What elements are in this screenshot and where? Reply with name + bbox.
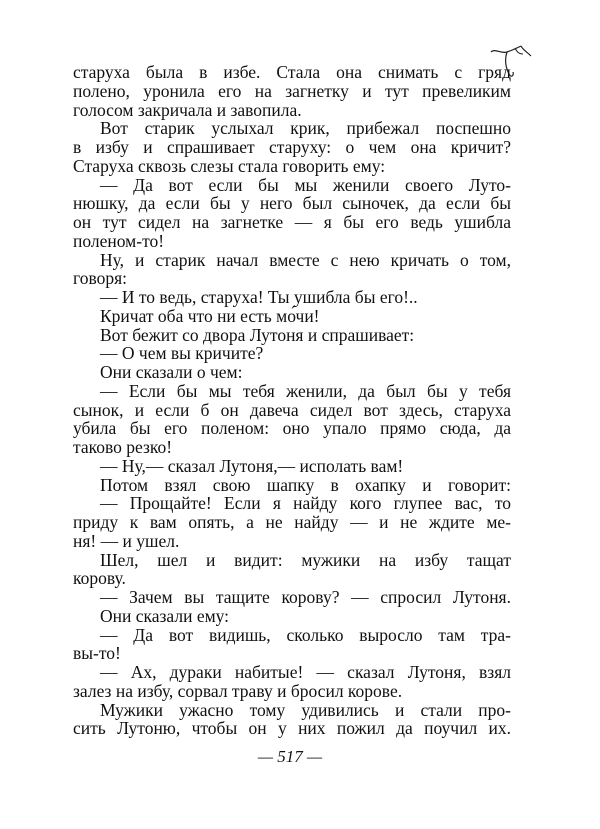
text-line: Потом взял свою шапку в охапку и говорит: <box>100 474 511 495</box>
text-line: Ну, и старик начал вместе с нею кричать о том, <box>100 249 511 270</box>
text-line: приду к вам опять, а не найду — и не ждите ме- <box>73 512 511 532</box>
text-line: — О чем вы кричите? <box>100 343 264 364</box>
page-text <box>73 63 511 738</box>
text-line: Они сказали о чем: <box>100 362 243 382</box>
text-line: — Ну,— сказал Лутоня,— исполать вам! <box>100 455 404 476</box>
text-line: говоря: <box>73 268 128 289</box>
text-line: в избу и спрашивает старуху: о чем она кричит? <box>73 137 511 157</box>
text-line: Вот бежит со двора Лутоня и спрашивает: <box>100 324 415 345</box>
text-line: — Да вот если бы мы женили своего Луто- <box>100 174 511 195</box>
text-line: корову. <box>73 568 126 589</box>
text-line: вы-то! <box>73 643 121 664</box>
text-line: полено, уронила его на загнетку и тут превеликим <box>73 80 511 101</box>
text-line: ня! — и ушел. <box>73 530 180 551</box>
text-line: старуха была в избе. Стала она снимать с гряд <box>73 62 511 82</box>
text-line: поленом-то! <box>73 230 165 251</box>
text-line: Шел, шел и видит: мужики на избу тащат <box>100 549 511 570</box>
text-line: — Ах, дураки набитые! — сказал Лутоня, взял <box>100 662 511 682</box>
text-line: сынок, и если б он давеча сидел вот здесь, старуха <box>73 399 511 420</box>
text-line: Они сказали ему: <box>100 605 230 626</box>
text-line: нюшку, да если бы у него был сыночек, да если бы <box>73 193 511 214</box>
text-line: — Прощайте! Если я найду кого глупее вас, то <box>100 493 511 514</box>
text-line: — Если бы мы тебя женили, да был бы у тебя <box>100 380 511 401</box>
text-line: — И то ведь, старуха! Ты ушибла бы его!.. <box>100 287 418 307</box>
text-line: голосом закричала и завопила. <box>73 99 302 120</box>
text-line: Кричат оба что ни есть мо́чи! <box>100 305 320 326</box>
text-line: Вот старик услыхал крик, прибежал поспешно <box>100 118 511 139</box>
text-line: Старуха сквозь слезы стала говорить ему: <box>73 155 386 176</box>
text-line: таково резко! <box>73 437 173 457</box>
text-line: залез на избу, сорвал траву и бросил корове. <box>73 680 403 701</box>
text-line: Мужики ужасно тому удивились и стали про- <box>100 699 511 720</box>
text-line: он тут сидел на загнетке — я бы его ведь ушибла <box>73 212 511 232</box>
page-number: — 517 — <box>257 747 323 766</box>
text-line: сить Лутоню, чтобы он у них пожил да поучил их. <box>73 718 511 739</box>
text-line: — Зачем вы тащите корову? — спросил Лутоня. <box>100 587 511 607</box>
text-line: — Да вот видишь, сколько выросло там тра- <box>100 624 511 645</box>
text-line: убила бы его поленом: оно упало прямо сюда, да <box>73 418 511 439</box>
